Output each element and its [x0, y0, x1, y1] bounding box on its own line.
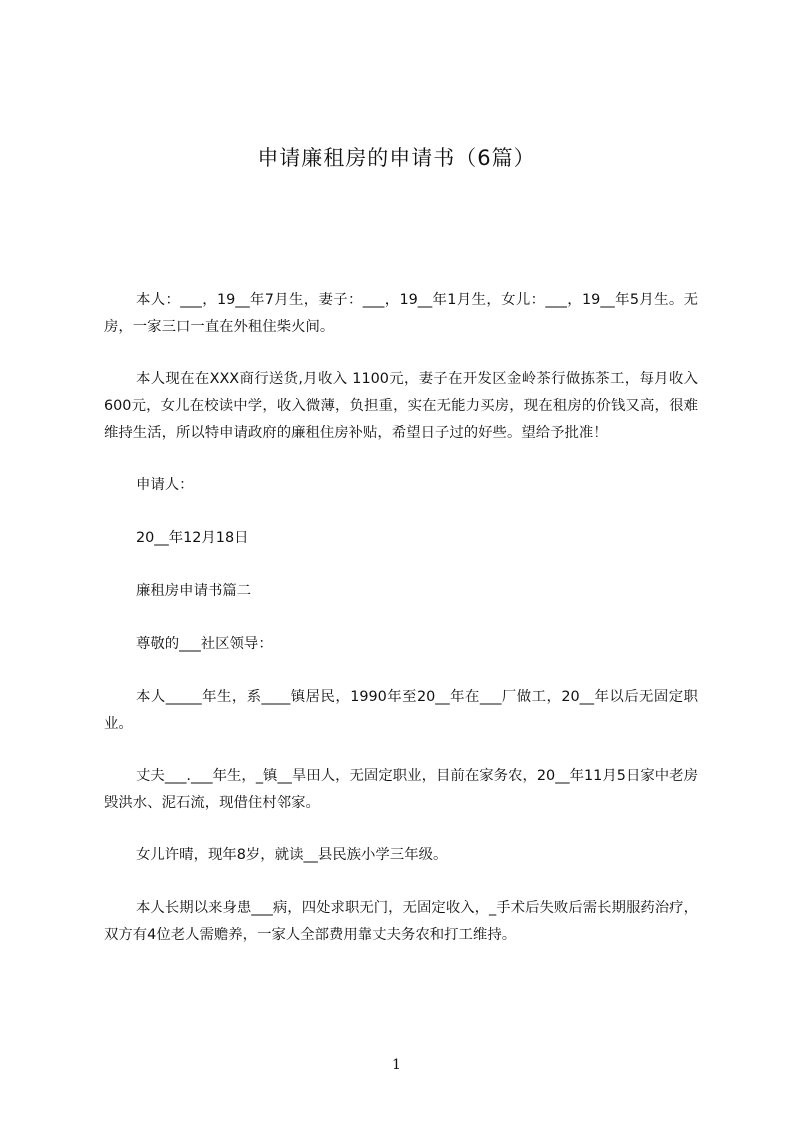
paragraph-applicant-family: 本人：___，19__年7月生，妻子：___，19__年1月生，女儿：___，19__年5月生。无房，一家三口一直在外租住柴火间。	[104, 292, 698, 335]
page-number: 1	[392, 1057, 401, 1073]
paragraph-salutation: 尊敬的___社区领导：	[136, 636, 273, 652]
section-heading-part-two: 廉租房申请书篇二	[136, 583, 252, 599]
paragraph-date: 20__年12月18日	[136, 530, 249, 546]
paragraph-daughter: 女儿许晴，现年8岁，就读__县民族小学三年级。	[136, 847, 448, 863]
paragraph-husband-background: 丈夫___.___年生，_镇__旱田人，无固定职业，目前在家务农，20__年11月5日家中老房毁洪水、泥石流，现借住村邻家。	[104, 768, 698, 811]
paragraph-income-situation: 本人现在在XXX商行送货,月收入 1100元，妻子在开发区金岭茶行做拣茶工，每月收入600元，女儿在校读中学，收入微薄，负担重，实在无能力买房，现在租房的价钱又高，很难维持生活，所以特申请政府的廉租住房补贴，希望日子过的好些。望给予批准！	[104, 371, 698, 441]
document-body	[104, 287, 698, 974]
paragraph-health-situation: 本人长期以来身患___病，四处求职无门，无固定收入，_手术后失败后需长期服药治疗，双方有4位老人需赡养，一家人全部费用靠丈夫务农和打工维持。	[104, 900, 698, 943]
paragraph-applicant-label: 申请人：	[136, 477, 194, 493]
document-title: 申请廉租房的申请书（6篇）	[257, 146, 536, 170]
paragraph-self-background: 本人_____年生，系____镇居民，1990年至20__年在___厂做工，20__年以后无固定职业。	[104, 689, 698, 732]
